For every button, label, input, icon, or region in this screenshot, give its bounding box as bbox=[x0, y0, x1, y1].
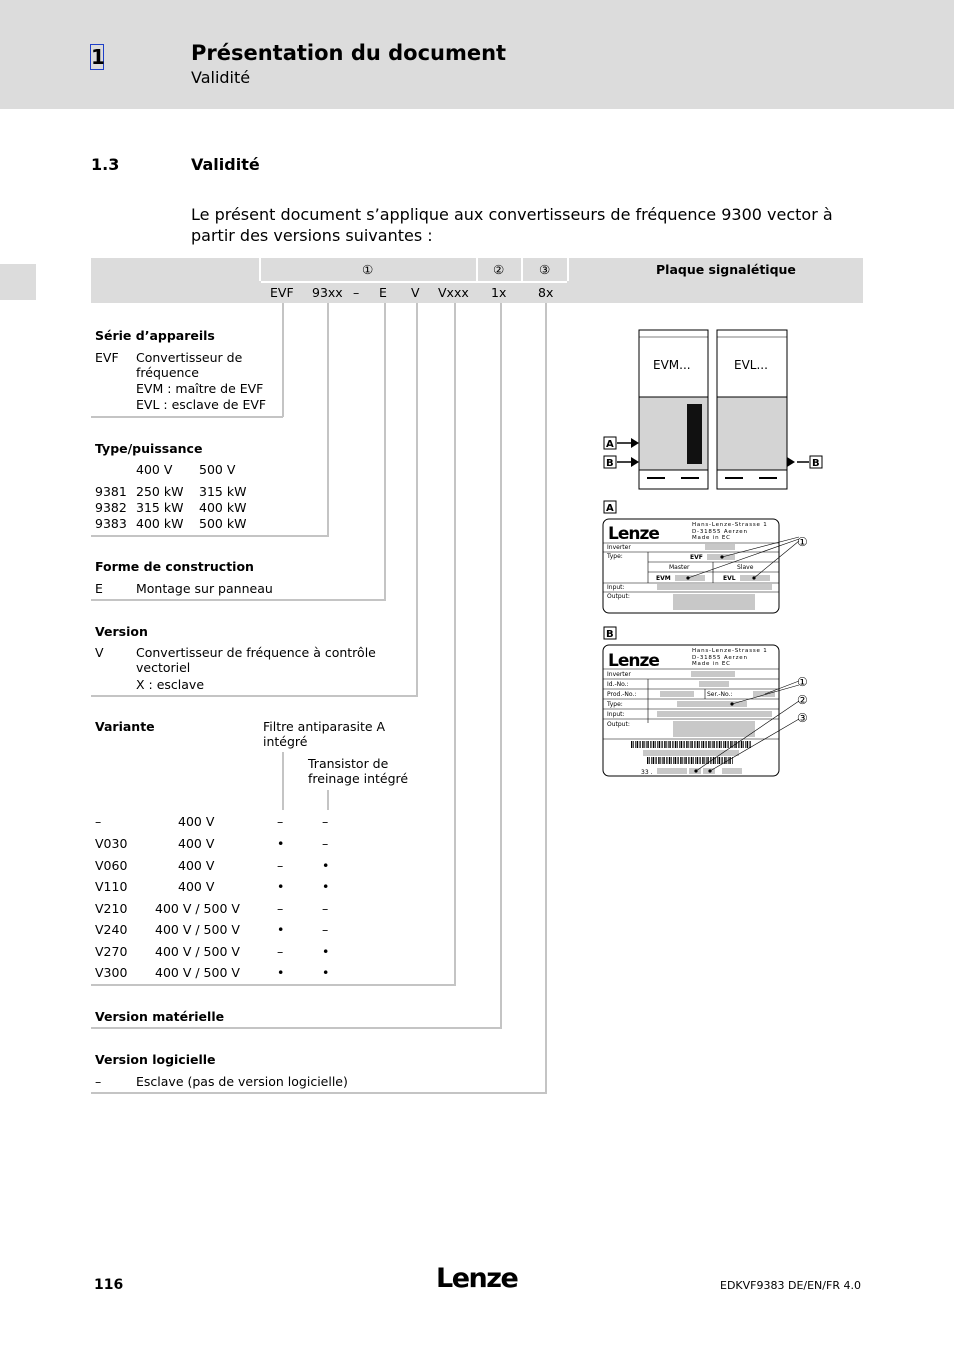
variant-brake-flag: – bbox=[322, 922, 329, 937]
lenze-logo: Lenze bbox=[608, 651, 659, 671]
variant-voltage: 400 V / 500 V bbox=[155, 922, 240, 937]
svg-text:Type:: Type: bbox=[607, 701, 623, 708]
serie-line: EVM : maître de EVF bbox=[136, 381, 264, 396]
variant-voltage: 400 V / 500 V bbox=[155, 965, 240, 980]
nameplate-heading: Plaque signalétique bbox=[656, 262, 796, 277]
svg-text:③: ③ bbox=[797, 711, 808, 725]
group-rule bbox=[91, 984, 456, 986]
evl-device bbox=[717, 330, 787, 489]
svg-text:Made in EC: Made in EC bbox=[692, 535, 731, 541]
header-separator bbox=[261, 281, 567, 283]
evl-label: EVL... bbox=[734, 358, 768, 372]
section-title: Validité bbox=[191, 155, 260, 174]
marker-1: ① bbox=[362, 262, 374, 277]
type-row-500: 315 kW bbox=[199, 484, 247, 499]
variant-code: V060 bbox=[95, 858, 128, 873]
code-93xx: 93xx bbox=[312, 285, 343, 300]
group-rule bbox=[91, 416, 283, 418]
document-code: EDKVF9383 DE/EN/FR 4.0 bbox=[720, 1279, 861, 1292]
svg-text:Ser.-No.:: Ser.-No.: bbox=[707, 691, 733, 698]
connector-line bbox=[416, 303, 418, 696]
variant-filter-flag: • bbox=[277, 836, 285, 851]
serie-line: EVL : esclave de EVF bbox=[136, 397, 267, 412]
variant-voltage: 400 V / 500 V bbox=[155, 901, 240, 916]
code-e: E bbox=[379, 285, 387, 300]
svg-text:A: A bbox=[606, 439, 614, 450]
callout-b-right-marker bbox=[787, 456, 822, 469]
version-code: V bbox=[95, 645, 104, 660]
serie-line: fréquence bbox=[136, 365, 199, 380]
variant-voltage: 400 V bbox=[178, 814, 215, 829]
type-row-400: 250 kW bbox=[136, 484, 184, 499]
svg-text:EVM: EVM bbox=[656, 575, 671, 582]
header-separator bbox=[476, 258, 478, 281]
svg-text:Slave: Slave bbox=[737, 564, 754, 571]
header-separator bbox=[521, 258, 523, 281]
connector-line bbox=[500, 303, 502, 1028]
filter-label: intégré bbox=[263, 734, 308, 749]
svg-text:D-31855 Aerzen: D-31855 Aerzen bbox=[692, 529, 748, 535]
type-row-code: 9381 bbox=[95, 484, 127, 499]
callout-b-marker bbox=[604, 456, 639, 469]
plate-a-tag-label: A bbox=[606, 503, 614, 514]
variant-filter-flag: • bbox=[277, 965, 285, 980]
connector-line bbox=[282, 303, 284, 417]
connector-line bbox=[454, 303, 456, 985]
code-evf: EVF bbox=[270, 285, 294, 300]
svg-text:Input:: Input: bbox=[607, 711, 625, 718]
svg-text:Input:: Input: bbox=[607, 584, 625, 591]
section-number: 1.3 bbox=[91, 155, 120, 174]
svg-text:Made in EC: Made in EC bbox=[692, 661, 731, 667]
variant-voltage: 400 V bbox=[178, 858, 215, 873]
serie-title: Série d’appareils bbox=[95, 328, 215, 343]
sw-version-title: Version logicielle bbox=[95, 1052, 216, 1067]
connector-line bbox=[545, 303, 547, 1093]
variant-code: V240 bbox=[95, 922, 128, 937]
forme-title: Forme de construction bbox=[95, 559, 254, 574]
connector-line bbox=[384, 303, 386, 600]
variant-voltage: 400 V bbox=[178, 879, 215, 894]
variant-code: V270 bbox=[95, 944, 128, 959]
group-rule bbox=[91, 695, 418, 697]
evm-device bbox=[639, 330, 708, 489]
svg-text:Output:: Output: bbox=[607, 593, 630, 600]
type-row-400: 400 kW bbox=[136, 516, 184, 531]
svg-text:Hans-Lenze-Strasse 1: Hans-Lenze-Strasse 1 bbox=[692, 648, 768, 654]
svg-text:Type:: Type: bbox=[607, 553, 623, 560]
svg-text:Master: Master bbox=[669, 564, 690, 571]
code-8x: 8x bbox=[538, 285, 554, 300]
type-row-500: 400 kW bbox=[199, 500, 247, 515]
connector-line bbox=[327, 303, 329, 536]
svg-text:①: ① bbox=[797, 675, 808, 689]
variant-filter-flag: – bbox=[277, 944, 284, 959]
nameplate-figure bbox=[595, 325, 855, 785]
header-separator bbox=[259, 258, 261, 281]
variant-code: V030 bbox=[95, 836, 128, 851]
version-line: Convertisseur de fréquence à contrôle bbox=[136, 645, 376, 660]
variant-filter-flag: – bbox=[277, 901, 284, 916]
side-tab-marker bbox=[0, 264, 36, 300]
svg-text:①: ① bbox=[797, 535, 808, 549]
svg-text:33 .: 33 . bbox=[641, 769, 653, 776]
marker-3: ③ bbox=[539, 262, 551, 277]
sw-version-text: Esclave (pas de version logicielle) bbox=[136, 1074, 348, 1089]
variant-brake-flag: – bbox=[322, 814, 329, 829]
filter-pointer-line bbox=[282, 752, 284, 810]
svg-text:Inverter: Inverter bbox=[607, 544, 631, 551]
variant-brake-flag: • bbox=[322, 944, 330, 959]
nameplate-b bbox=[603, 645, 808, 776]
lenze-footer-logo: Lenze bbox=[436, 1263, 518, 1294]
intro-paragraph: Le présent document s’applique aux convertisseurs de fréquence 9300 vector à partir des versions suivantes : bbox=[191, 205, 833, 245]
variant-brake-flag: • bbox=[322, 879, 330, 894]
variant-brake-flag: • bbox=[322, 965, 330, 980]
brake-label: Transistor de bbox=[308, 756, 389, 771]
filter-label: Filtre antiparasite A bbox=[263, 719, 386, 734]
sw-version-code: – bbox=[95, 1074, 102, 1089]
type-title: Type/puissance bbox=[95, 441, 203, 456]
group-rule bbox=[91, 1027, 502, 1029]
svg-text:②: ② bbox=[797, 693, 808, 707]
svg-text:Inverter: Inverter bbox=[607, 671, 631, 678]
variant-filter-flag: – bbox=[277, 858, 284, 873]
group-rule bbox=[91, 535, 329, 537]
code-dash: – bbox=[353, 285, 360, 300]
lenze-logo: Lenze bbox=[608, 524, 659, 544]
marker-2: ② bbox=[493, 262, 505, 277]
variante-title: Variante bbox=[95, 719, 155, 734]
code-v: V bbox=[411, 285, 420, 300]
svg-text:D-31855 Aerzen: D-31855 Aerzen bbox=[692, 655, 748, 661]
svg-text:B: B bbox=[606, 458, 614, 469]
variant-code: V210 bbox=[95, 901, 128, 916]
code-1x: 1x bbox=[491, 285, 507, 300]
type-row-code: 9382 bbox=[95, 500, 127, 515]
brake-pointer-line bbox=[327, 790, 329, 810]
variant-code: V300 bbox=[95, 965, 128, 980]
variant-code: V110 bbox=[95, 879, 128, 894]
variant-brake-flag: – bbox=[322, 901, 329, 916]
type-col-400: 400 V bbox=[136, 462, 173, 477]
brake-label: freinage intégré bbox=[308, 771, 409, 786]
svg-text:EVL: EVL bbox=[723, 575, 736, 582]
version-title: Version bbox=[95, 624, 148, 639]
group-rule bbox=[91, 599, 386, 601]
group-rule bbox=[91, 1092, 547, 1094]
serie-line: Convertisseur de bbox=[136, 350, 243, 365]
svg-text:Output:: Output: bbox=[607, 721, 630, 728]
variant-filter-flag: – bbox=[277, 814, 284, 829]
serie-code: EVF bbox=[95, 350, 119, 365]
forme-text: Montage sur panneau bbox=[136, 581, 273, 596]
type-row-400: 315 kW bbox=[136, 500, 184, 515]
svg-text:EVF: EVF bbox=[690, 554, 703, 561]
type-row-code: 9383 bbox=[95, 516, 127, 531]
hw-version-title: Version matérielle bbox=[95, 1009, 225, 1024]
type-col-500: 500 V bbox=[199, 462, 236, 477]
type-row-500: 500 kW bbox=[199, 516, 247, 531]
version-line: vectoriel bbox=[136, 660, 191, 675]
variant-filter-flag: • bbox=[277, 879, 285, 894]
svg-text:Hans-Lenze-Strasse 1: Hans-Lenze-Strasse 1 bbox=[692, 522, 768, 528]
variant-filter-flag: • bbox=[277, 922, 285, 937]
page-number: 116 bbox=[94, 1277, 124, 1293]
svg-text:Prod.-No.:: Prod.-No.: bbox=[607, 691, 637, 698]
nameplate-a bbox=[603, 519, 808, 613]
variant-code: – bbox=[95, 814, 102, 829]
chapter-subtitle: Validité bbox=[191, 68, 251, 87]
forme-code: E bbox=[95, 581, 103, 596]
callout-a-marker bbox=[604, 437, 639, 450]
evm-label: EVM... bbox=[653, 358, 691, 372]
code-vxxx: Vxxx bbox=[438, 285, 469, 300]
variant-brake-flag: • bbox=[322, 858, 330, 873]
chapter-title: Présentation du document bbox=[191, 41, 507, 65]
svg-text:Id.-No.:: Id.-No.: bbox=[607, 681, 629, 688]
variant-brake-flag: – bbox=[322, 836, 329, 851]
variant-voltage: 400 V bbox=[178, 836, 215, 851]
version-line: X : esclave bbox=[136, 677, 205, 692]
variant-voltage: 400 V / 500 V bbox=[155, 944, 240, 959]
svg-text:B: B bbox=[812, 458, 820, 469]
plate-b-tag-label: B bbox=[606, 629, 614, 640]
chapter-number[interactable]: 1 bbox=[91, 45, 105, 69]
header-separator bbox=[567, 258, 569, 281]
